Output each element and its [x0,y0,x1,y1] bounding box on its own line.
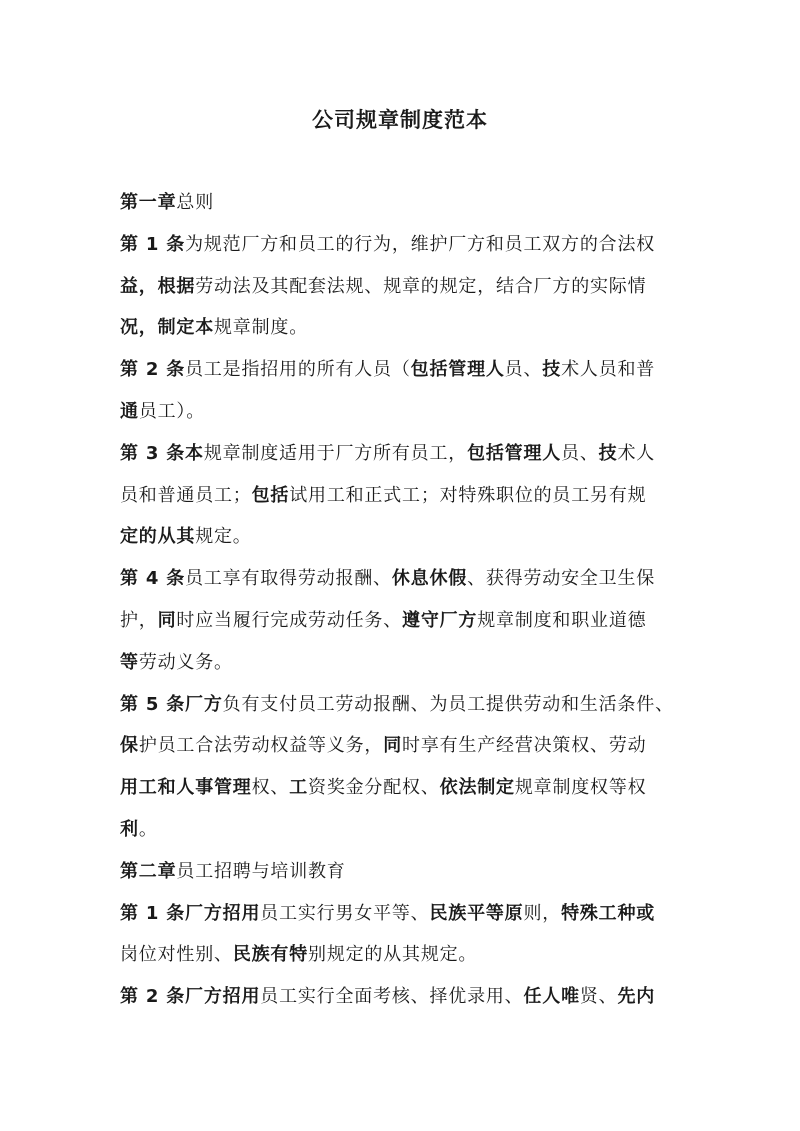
text-segment: 资奖金分配权、 [308,777,440,799]
bold-text-segment: 等 [120,651,139,673]
text-segment: 术人员和普 [561,359,656,381]
bold-text-segment: 技 [598,442,618,464]
text-line [120,229,700,271]
text-line [120,605,700,647]
text-line [120,480,700,522]
bold-text-segment: 同 [157,609,177,631]
bold-text-segment: 休息休假 [391,568,468,590]
text-line [120,396,700,438]
text-segment: 员、 [504,359,543,381]
text-line [120,647,700,689]
text-line [120,312,700,354]
text-segment: 员工实行全面考核、择优录用、 [260,986,524,1008]
text-segment: 为规范厂方和员工的行为，维护厂方和员工双方的合法权 [185,233,656,255]
bold-text-segment: 保 [120,735,139,757]
bold-text-segment: 第 1 条 [120,233,186,255]
text-segment: 员工是指招用的所有人员（ [185,359,411,381]
bold-text-segment: 依法制定 [439,777,515,799]
text-segment: 规章制度权等权 [514,777,647,799]
bold-text-segment: 技 [542,359,562,381]
text-segment: 权、 [251,777,290,799]
bold-text-segment: 特殊工种或 [561,902,656,924]
text-line [120,271,700,313]
text-segment: 试用工和正式工；对特殊职位的员工另有规 [289,484,647,506]
document-body [120,187,700,1023]
text-segment: 术人 [617,442,656,464]
text-line [120,438,700,480]
text-segment: 员、 [561,442,599,464]
bold-text-segment: 用工和人事管理 [120,777,252,799]
text-segment: 、获得劳动安全卫生保 [467,568,656,590]
text-segment: 时享有生产经营决策权、劳动 [402,735,647,757]
text-line [120,521,700,563]
text-segment: 别规定的从其规定。 [308,944,478,966]
text-segment: 贤、 [579,986,618,1008]
bold-text-segment: 第一章 [120,192,177,213]
bold-text-segment: 民族平等原 [429,902,524,924]
text-segment: 规章制度适用于厂方所有员工， [203,442,468,464]
text-segment: 员工实行男女平等、 [260,902,430,924]
text-line [120,730,700,772]
text-segment: 规定。 [195,526,252,548]
text-line [120,856,700,898]
text-line [120,187,700,229]
bold-text-segment: 民族有特 [232,944,309,966]
bold-text-segment: 包括管理人 [467,442,562,464]
text-segment: 岗位对性别、 [120,944,233,966]
bold-text-segment: 包括管理人 [410,359,505,381]
bold-text-segment: 第 4 条 [120,568,186,590]
text-segment: 劳动义务。 [138,651,233,673]
bold-text-segment: 同 [383,735,403,757]
text-line [120,939,700,981]
bold-text-segment: 第 2 条 [120,359,186,381]
text-segment: 员工招聘与培训教育 [176,860,346,882]
bold-text-segment: 第二章 [120,860,177,882]
bold-text-segment: 定的从其 [120,526,196,548]
text-segment: 则， [523,902,562,924]
text-segment: 护员工合法劳动权益等义务， [138,735,384,757]
bold-text-segment: 第 1 条厂方招用 [120,902,261,924]
text-line [120,689,700,731]
bold-text-segment: 第 2 条厂方招用 [120,986,261,1008]
text-segment: 员和普通员工； [120,484,252,506]
text-segment: 总则 [176,192,215,213]
text-segment: 员工）。 [138,400,206,422]
text-segment: 规章制度。 [214,317,308,339]
bold-text-segment: 况，制定本 [120,317,214,339]
bold-text-segment: 第 5 条厂方 [120,693,223,715]
bold-text-segment: 通 [120,400,139,422]
text-line [120,563,700,605]
text-segment: 员工享有取得劳动报酬、 [185,568,392,590]
bold-text-segment: 先内 [617,986,656,1008]
text-segment: 护， [120,609,158,631]
text-segment: 劳动法及其配套法规、规章的规定，结合厂方的实际情 [195,275,647,297]
text-line [120,772,700,814]
bold-text-segment: 包括 [251,484,290,506]
text-line [120,814,700,856]
text-segment: 。 [138,818,158,840]
text-segment: 负有支付员工劳动报酬、为员工提供劳动和生活条件、 [222,693,674,715]
text-line [120,898,700,940]
bold-text-segment: 工 [289,777,309,799]
text-line [120,354,700,396]
bold-text-segment: 利 [120,818,139,840]
text-segment: 规章制度和职业道德 [477,609,647,631]
bold-text-segment: 遵守厂方 [402,609,478,631]
text-segment: 时应当履行完成劳动任务、 [176,609,403,631]
document-title: 公司规章制度范本 [312,108,488,132]
bold-text-segment: 任人唯 [523,986,580,1008]
bold-text-segment: 第 3 条本 [120,442,204,464]
text-line [120,981,700,1023]
bold-text-segment: 益，根据 [120,275,196,297]
